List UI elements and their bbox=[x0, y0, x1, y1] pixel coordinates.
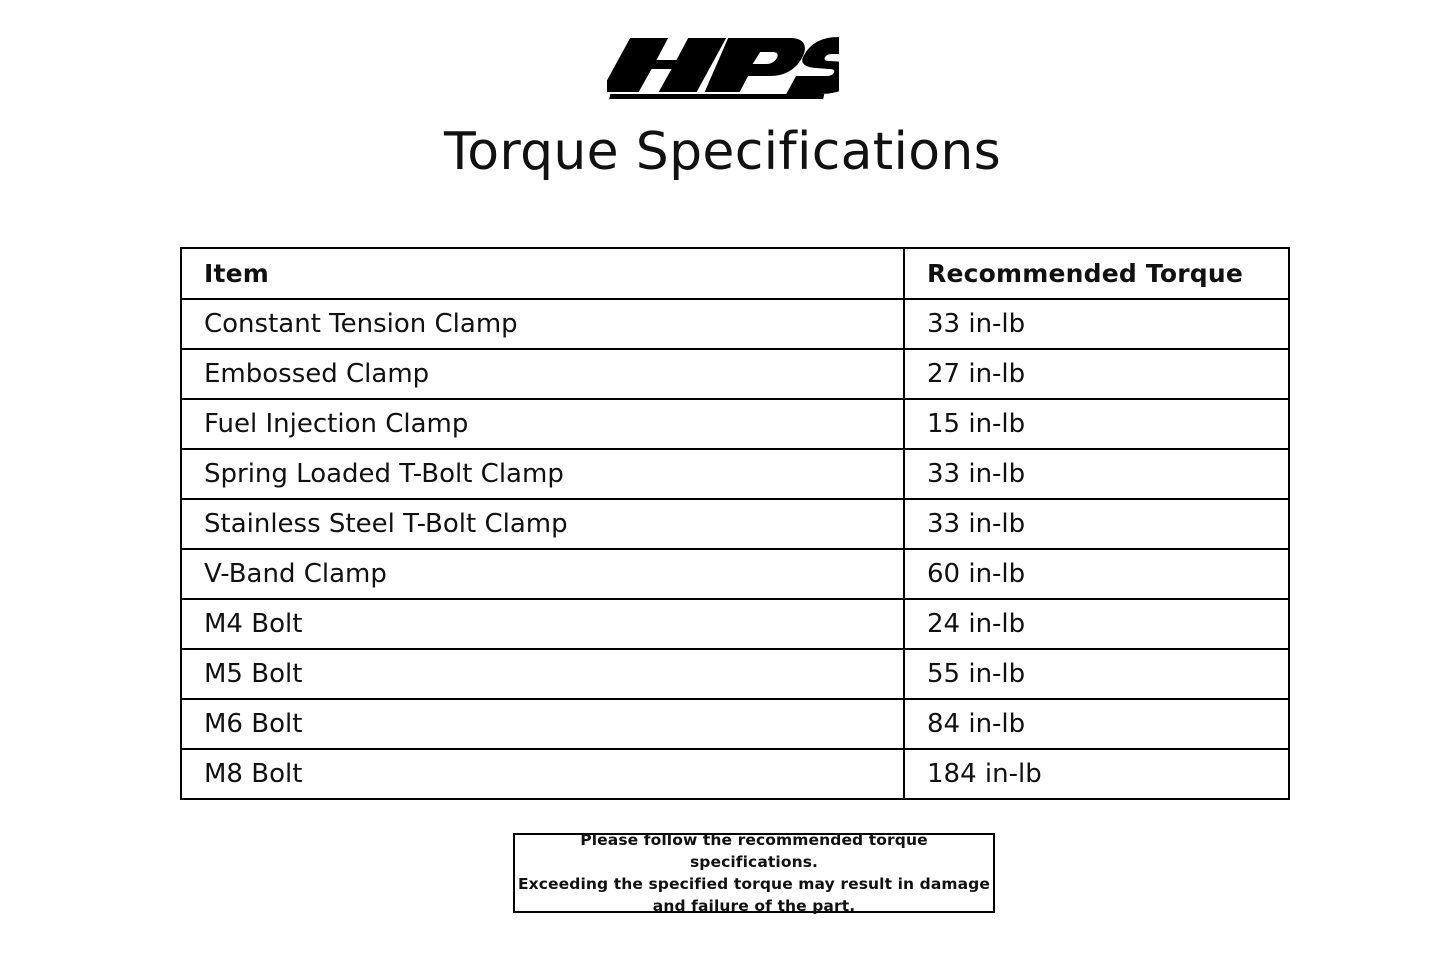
table-row bbox=[181, 749, 1289, 799]
warning-note bbox=[513, 833, 995, 913]
cell-torque: 184 in-lb bbox=[904, 749, 1289, 799]
torque-table-container bbox=[180, 247, 1288, 800]
table-row bbox=[181, 349, 1289, 399]
table-header-row bbox=[181, 248, 1289, 299]
table-row bbox=[181, 449, 1289, 499]
table-row bbox=[181, 599, 1289, 649]
cell-item: Constant Tension Clamp bbox=[181, 299, 904, 349]
cell-torque: 33 in-lb bbox=[904, 449, 1289, 499]
cell-item: V-Band Clamp bbox=[181, 549, 904, 599]
cell-item: M6 Bolt bbox=[181, 699, 904, 749]
cell-torque: 84 in-lb bbox=[904, 699, 1289, 749]
brand-logo bbox=[0, 34, 1445, 104]
page-title: Torque Specifications bbox=[444, 122, 1001, 182]
note-line-3: and failure of the part. bbox=[652, 897, 856, 915]
cell-torque: 24 in-lb bbox=[904, 599, 1289, 649]
cell-item: M5 Bolt bbox=[181, 649, 904, 699]
table-row bbox=[181, 649, 1289, 699]
note-line-1: Please follow the recommended torque specifications. bbox=[580, 831, 928, 871]
cell-item: Fuel Injection Clamp bbox=[181, 399, 904, 449]
column-header-torque: Recommended Torque bbox=[904, 248, 1289, 299]
table-row bbox=[181, 699, 1289, 749]
note-line-2: Exceeding the specified torque may result in damage bbox=[517, 875, 990, 893]
cell-torque: 60 in-lb bbox=[904, 549, 1289, 599]
cell-torque: 33 in-lb bbox=[904, 499, 1289, 549]
hps-logo-icon bbox=[607, 34, 839, 100]
cell-item: M4 Bolt bbox=[181, 599, 904, 649]
cell-item: Spring Loaded T-Bolt Clamp bbox=[181, 449, 904, 499]
table-row bbox=[181, 299, 1289, 349]
table-row bbox=[181, 499, 1289, 549]
torque-table bbox=[180, 247, 1290, 800]
cell-torque: 15 in-lb bbox=[904, 399, 1289, 449]
cell-item: M8 Bolt bbox=[181, 749, 904, 799]
cell-item: Embossed Clamp bbox=[181, 349, 904, 399]
column-header-item: Item bbox=[181, 248, 904, 299]
cell-torque: 55 in-lb bbox=[904, 649, 1289, 699]
cell-torque: 27 in-lb bbox=[904, 349, 1289, 399]
table-row bbox=[181, 399, 1289, 449]
cell-item: Stainless Steel T-Bolt Clamp bbox=[181, 499, 904, 549]
cell-torque: 33 in-lb bbox=[904, 299, 1289, 349]
table-row bbox=[181, 549, 1289, 599]
